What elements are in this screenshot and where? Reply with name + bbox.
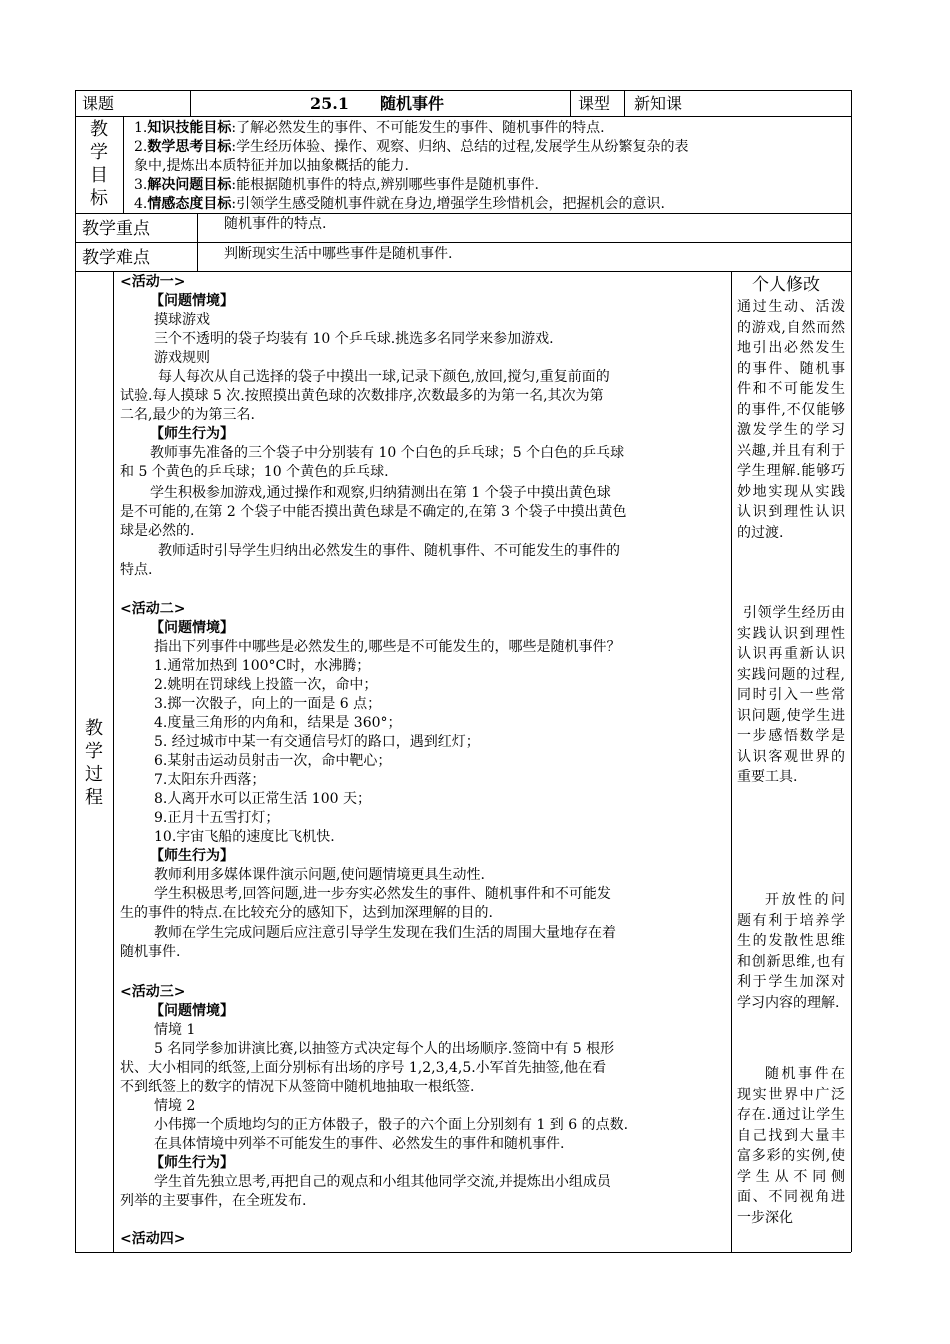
activity-heading: <活动三>	[120, 984, 186, 1000]
col-divider	[624, 90, 625, 116]
process-line: 特点.	[120, 562, 153, 578]
table-border-bottom	[75, 1252, 851, 1253]
process-line: 是不可能的,在第 2 个袋子中能否摸出黄色球是不确定的,在第 3 个袋子中摸出黄色	[120, 504, 627, 520]
process-line: 小伟掷一个质地均匀的正方体骰子，骰子的六个面上分别刻有 1 到 6 的点数.	[154, 1117, 629, 1133]
process-line: 每人每次从自己选择的袋子中摸出一球,记录下颜色,放回,搅匀,重复前面的	[158, 369, 610, 385]
process-line: 5. 经过城市中某一有交通信号灯的路口，遇到红灯；	[154, 734, 480, 750]
col-divider	[113, 271, 114, 1252]
section-heading: 【师生行为】	[150, 1155, 234, 1171]
table-border-left	[75, 90, 76, 1252]
row-divider	[75, 271, 851, 272]
process-line: 三个不透明的袋子均装有 10 个乒乓球.挑选多名同学来参加游戏.	[154, 331, 554, 347]
key-point-label: 教学重点	[82, 219, 150, 239]
objective-item: 4.情感态度目标:引领学生感受随机事件就在身边,增强学生珍惜机会，把握机会的意识.	[134, 196, 665, 212]
process-line: 2.姚明在罚球线上投篮一次，命中；	[154, 677, 378, 693]
process-line: 教师适时引导学生归纳出必然发生的事件、随机事件、不可能发生的事件的	[158, 543, 620, 559]
objective-item: 3.解决问题目标:能根据随机事件的特点,辨别哪些事件是随机事件.	[134, 177, 539, 193]
table-border-right	[851, 90, 852, 1252]
process-line: 情境 1	[154, 1022, 196, 1038]
sidebar-note: 引领学生经历由实践认识到理性认识再重新认识实践问题的过程, 同时引入一些常识问题,使学生进一步感悟数学是认识客观世界的重要工具.	[737, 605, 845, 785]
sidebar-note: 随机事件在现实世界中广泛存在.通过让学生自己找到大量丰富多彩的实例,使学生从不同侧面、不同视角进一步深化	[737, 1066, 845, 1226]
process-line: 列举的主要事件，在全班发布.	[120, 1193, 307, 1209]
process-line: 学生首先独立思考,再把自己的观点和小组其他同学交流,并提炼出小组成员	[154, 1174, 611, 1190]
process-line: 不到纸签上的数字的情况下从签筒中随机地抽取一根纸签.	[120, 1079, 475, 1095]
process-line: 二名,最少的为第三名.	[120, 407, 255, 423]
difficulty-label: 教学难点	[82, 248, 150, 268]
process-line: 7.太阳东升西落；	[154, 772, 266, 788]
process-line: 教师利用多媒体课件演示问题,使问题情境更具生动性.	[154, 867, 485, 883]
process-line: 5 名同学参加讲演比赛,以抽签方式决定每个人的出场顺序.签筒中有 5 根形	[154, 1041, 615, 1057]
objective-item: 1.知识技能目标:了解必然发生的事件、不可能发生的事件、随机事件的特点.	[134, 120, 605, 136]
table-border-top	[75, 90, 851, 91]
process-line: 在具体情境中列举不可能发生的事件、必然发生的事件和随机事件.	[154, 1136, 565, 1152]
process-line: 游戏规则	[154, 350, 210, 366]
process-line: 试验.每人摸球 5 次.按照摸出黄色球的次数排序,次数最多的为第一名,其次为第	[120, 388, 604, 404]
sidebar-title: 个人修改	[752, 275, 820, 295]
process-line: 学生积极参加游戏,通过操作和观察,归纳猜测出在第 1 个袋子中摸出黄色球	[150, 485, 611, 501]
process-line: 学生积极思考,回答问题,进一步夯实必然发生的事件、随机事件和不可能发	[154, 886, 611, 902]
topic-label: 课题	[82, 94, 115, 113]
process-line: 球是必然的.	[120, 523, 195, 539]
sidebar-note: 开放性的问题有利于培养学生的发散性思维和创新思维,也有利于学生加深对学习内容的理解.	[737, 892, 845, 1011]
sidebar-note: 通过生动、活泼的游戏,自然而然地引出必然发生的事件、随机事件和不可能发生的事件,不仅能够激发学生的学习兴趣,并且有利于学生理解.能够巧妙地实现从实践认识到理性认识的过渡.	[737, 299, 845, 541]
col-divider	[123, 116, 124, 213]
section-heading: 【问题情境】	[150, 293, 234, 309]
activity-heading: <活动四>	[120, 1231, 186, 1247]
type-label: 课型	[578, 94, 611, 113]
col-divider	[197, 213, 198, 271]
process-line: 10.宇宙飞船的速度比飞机快.	[154, 829, 335, 845]
objective-item-cont: 象中,提炼出本质特征并加以抽象概括的能力.	[134, 158, 409, 174]
process-line: 1.通常加热到 100°C时，水沸腾；	[154, 658, 371, 674]
section-heading: 【师生行为】	[150, 426, 234, 442]
process-line: 4.度量三角形的内角和，结果是 360°；	[154, 715, 402, 731]
col-divider	[190, 90, 191, 116]
activity-heading: <活动一>	[120, 274, 186, 290]
process-line: 生的事件的特点.在比较充分的感知下，达到加深理解的目的.	[120, 905, 493, 921]
process-line: 9.正月十五雪打灯；	[154, 810, 280, 826]
process-line: 摸球游戏	[154, 312, 210, 328]
key-point-text: 随机事件的特点.	[224, 216, 327, 232]
row-divider	[75, 242, 851, 243]
row-divider	[75, 116, 851, 117]
process-line: 指出下列事件中哪些是必然发生的,哪些是不可能发生的，哪些是随机事件？	[154, 639, 621, 655]
process-label: 教 学 过 程	[85, 718, 103, 808]
process-line: 情境 2	[154, 1098, 196, 1114]
topic-number: 25.1	[310, 94, 349, 113]
process-line: 随机事件.	[120, 944, 181, 960]
row-divider	[75, 213, 851, 214]
topic-title: 随机事件	[380, 94, 445, 113]
col-divider	[731, 271, 732, 1252]
process-line: 6.某射击运动员射击一次，命中靶心；	[154, 753, 392, 769]
section-heading: 【师生行为】	[150, 848, 234, 864]
col-divider	[570, 90, 571, 116]
activity-heading: <活动二>	[120, 601, 186, 617]
difficulty-text: 判断现实生活中哪些事件是随机事件.	[224, 246, 453, 262]
process-line: 教师在学生完成问题后应注意引导学生发现在我们生活的周围大量地存在着	[154, 925, 616, 941]
process-line: 3.掷一次骰子，向上的一面是 6 点；	[154, 696, 382, 712]
objective-item: 2.数学思考目标:学生经历体验、操作、观察、归纳、总结的过程,发展学生从纷繁复杂的表	[134, 139, 689, 155]
process-line: 状、大小相同的纸签,上面分别标有出场的序号 1,2,3,4,5.小军首先抽签,他在看	[120, 1060, 607, 1076]
section-heading: 【问题情境】	[150, 1003, 234, 1019]
objectives-label: 教 学 目 标	[90, 119, 108, 209]
process-line: 8.人离开水可以正常生活 100 天；	[154, 791, 371, 807]
type-value: 新知课	[634, 94, 683, 113]
section-heading: 【问题情境】	[150, 620, 234, 636]
process-line: 教师事先准备的三个袋子中分别装有 10 个白色的乒乓球；5 个白色的乒乓球	[150, 445, 625, 461]
process-line: 和 5 个黄色的乒乓球；10 个黄色的乒乓球.	[120, 464, 389, 480]
